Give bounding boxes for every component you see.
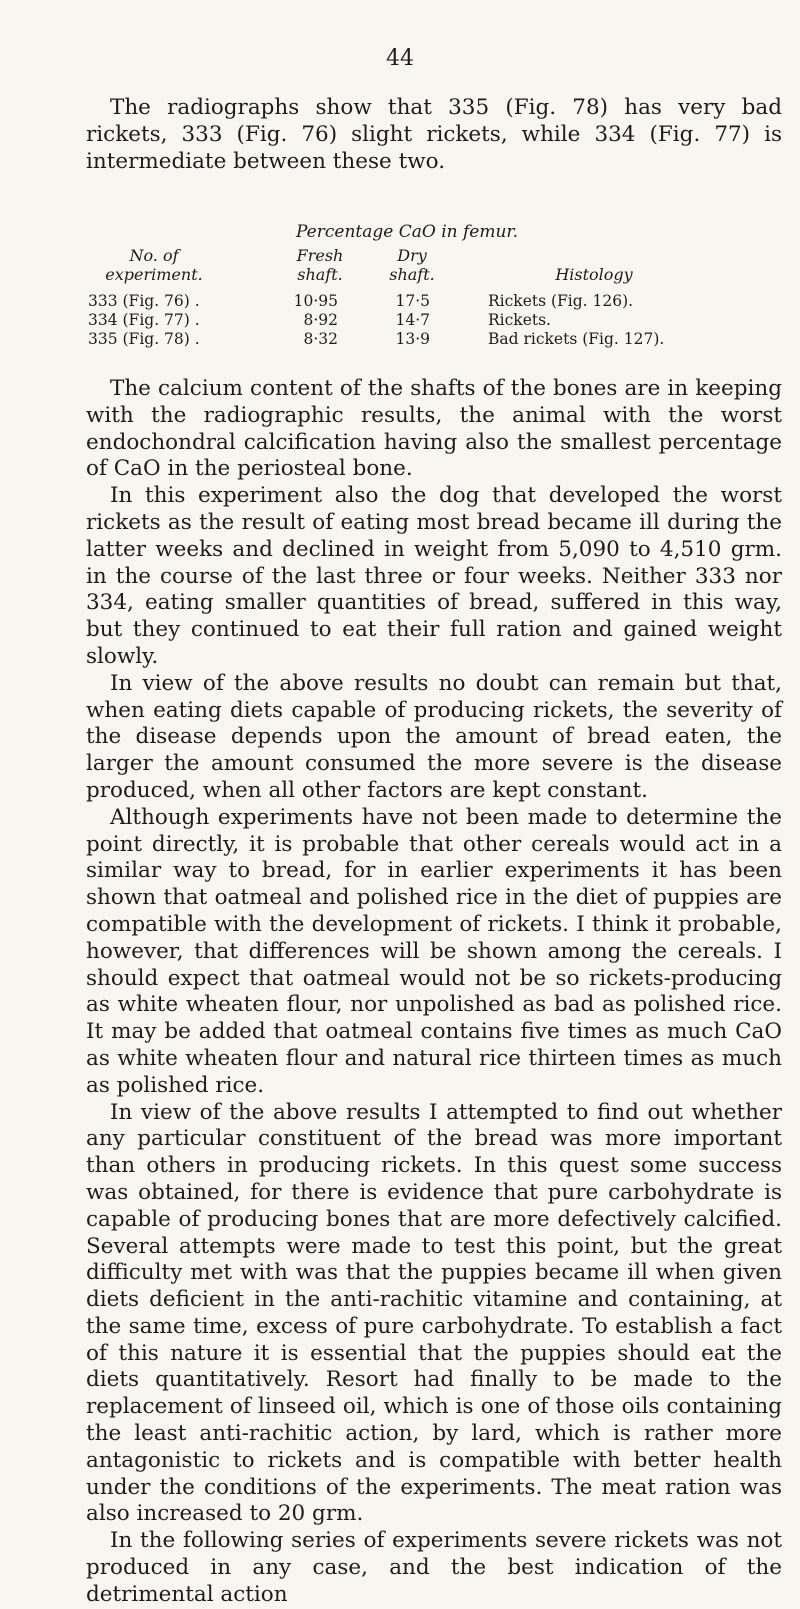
header-dry-line2: shaft. xyxy=(389,265,435,284)
header-fresh-shaft xyxy=(280,246,360,284)
paragraph-bread-amount: In view of the above results no doubt can remain but that, when eating diets capable of producing rickets, the severity of the disease depends upon the amount of bread eaten, the larger the amount consumed the more severe is the disease produced, when all other factors are kept constant. xyxy=(86,670,782,803)
cell-experiment: 335 (Fig. 78) . xyxy=(88,330,200,348)
table-row xyxy=(88,292,788,311)
header-experiment-line2: experiment. xyxy=(105,265,203,284)
header-experiment-line1: No. of xyxy=(129,246,179,265)
paragraph-carbohydrate: In view of the above results I attempted to find out whether any particular constituent of the bread was more important than others in producing rickets. In this quest some success was obtained, for there is evidence that pure carbohydrate is capable of producing bones that are more defectively calcified. Several attempts were made to test this point, but the great difficulty met with was that the puppies became ill when given diets deficient in the anti-rachitic vitamine and containing, at the same time, excess of pure carbohydrate. To establish a fact of this nature it is essential that the puppies should eat the diets quantitatively. Resort had finally to be made to the replacement of linseed oil, which is one of those oils containing the least anti-rachitic action, by lard, which is rather more antagonistic to rickets and is compatible with better health under the conditions of the experiments. The meat ration was also increased to 20 grm. xyxy=(86,1099,782,1527)
cell-experiment: 334 (Fig. 77) . xyxy=(88,311,200,329)
header-fresh-line2: shaft. xyxy=(297,265,343,284)
cell-fresh: 8·32 xyxy=(303,330,338,348)
paragraph-other-cereals: Although experiments have not been made to determine the point directly, it is probable that other cereals would act in a similar way to bread, for in earlier experiments it has been shown that oatmeal and polished rice in the diet of puppies are compatible with the development of rickets. I think it probable, however, that differences will be shown among the cereals. I should expect that oatmeal would not be so rickets-producing as white wheaten flour, nor unpolished as bad as polished rice. It may be added that oatmeal contains five times as much CaO as white wheaten flour and natural rice thirteen times as much as polished rice. xyxy=(86,804,782,1098)
table-body xyxy=(88,292,788,349)
header-experiment xyxy=(88,246,220,284)
cell-histology: Bad rickets (Fig. 127). xyxy=(488,330,665,348)
header-dry-shaft xyxy=(372,246,452,284)
cell-dry: 14·7 xyxy=(395,311,430,329)
header-histology: Histology xyxy=(555,265,633,284)
header-fresh-line1: Fresh xyxy=(296,246,344,265)
cell-fresh: 8·92 xyxy=(303,311,338,329)
cell-experiment: 333 (Fig. 76) . xyxy=(88,292,200,310)
paragraph-weight-decline: In this experiment also the dog that developed the worst rickets as the result of eating most bread became ill during the latter weeks and declined in weight from 5,090 to 4,510 grm. in the course of the last three or four weeks. Neither 333 nor 334, eating smaller quantities of bread, suffered in this way, but they continued to eat their full ration and gained weight slowly. xyxy=(86,483,782,669)
header-dry-line1: Dry xyxy=(397,246,427,265)
paragraph-calcium-content: The calcium content of the shafts of the bones are in keeping with the radiographic results, the animal with the worst endochondral calcification having also the smallest percentage of CaO in the periosteal bone. xyxy=(86,376,782,482)
cell-dry: 13·9 xyxy=(395,330,430,348)
table-caption: Percentage CaO in femur. xyxy=(296,222,519,242)
intro-text: The radiographs show that 335 (Fig. 78) has very bad rickets, 333 (Fig. 76) slight rickets, while 334 (Fig. 77) is intermediate between these two. xyxy=(86,95,782,174)
cell-histology: Rickets. xyxy=(488,311,551,329)
cell-dry: 17·5 xyxy=(395,292,430,310)
cell-histology: Rickets (Fig. 126). xyxy=(488,292,634,310)
cell-fresh: 10·95 xyxy=(293,292,338,310)
page-number: 44 xyxy=(386,46,414,71)
body-text xyxy=(86,376,782,1609)
table-row xyxy=(88,311,788,330)
intro-paragraph xyxy=(86,94,782,175)
table-row xyxy=(88,330,788,349)
paragraph-following-series: In the following series of experiments severe rickets was not produced in any case, and the best indication of the detrimental action xyxy=(86,1528,782,1607)
